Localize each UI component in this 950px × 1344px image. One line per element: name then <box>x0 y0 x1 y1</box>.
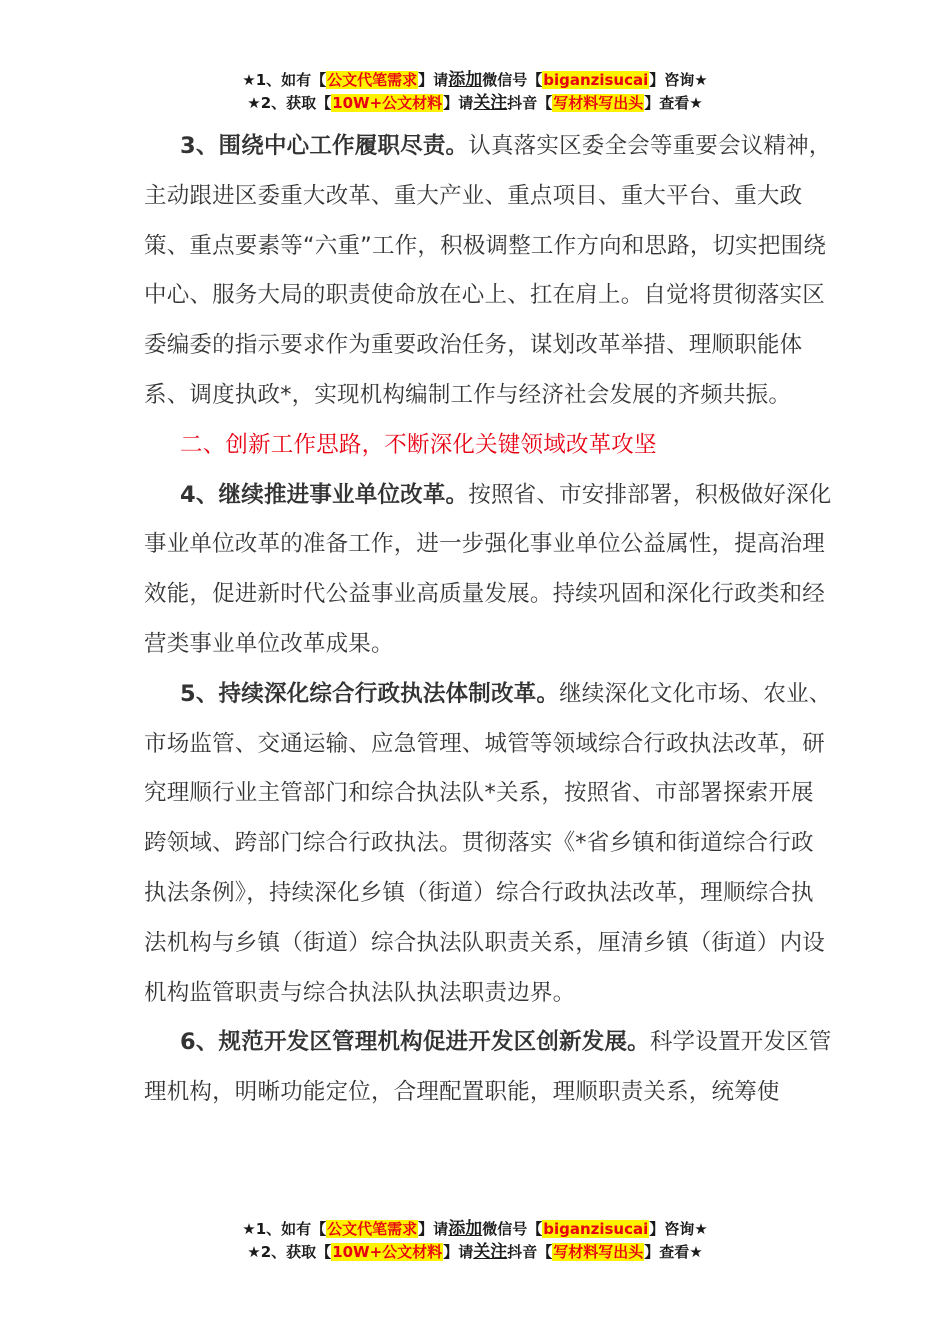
paragraph-text: 认真落实区委全会等重要会议精神，主动跟进区委重大改革、重大产业、重点项目、重大平台、重大政策、重点要素等“六重”工作，积极调整工作方向和思路，切实把围绕中心、服务大局的职责使命放在心上、扛在肩上。自觉将贯彻落实区委编委的指示要求作为重要政治任务，谋划改革举措、理顺职能体系、调度执政*，实现机构编制工作与经济社会发展的齐频共振。 <box>144 133 832 408</box>
banner-text: 】咨询★ <box>649 71 708 89</box>
banner-underlined: 添加 <box>448 70 483 90</box>
banner-text: 】请 <box>418 71 449 89</box>
banner-line-2 <box>0 1241 950 1264</box>
banner-line-1 <box>0 69 950 92</box>
banner-underlined: 关注 <box>473 1242 508 1262</box>
banner-underlined: 添加 <box>448 1219 483 1239</box>
banner-line-1 <box>0 1218 950 1241</box>
banner-text: 抖音【 <box>507 1243 553 1261</box>
banner-text: 】请 <box>443 94 474 112</box>
banner-text: 】请 <box>418 1220 449 1238</box>
paragraph-3 <box>144 122 834 421</box>
banner-text: ★1、如有【 <box>242 1220 327 1238</box>
banner-highlight: 公文代笔需求 <box>327 1220 418 1238</box>
paragraph-4 <box>144 471 834 670</box>
paragraph-lead: 3、围绕中心工作履职尽责。 <box>180 133 469 159</box>
banner-text: 微信号【 <box>482 1220 543 1238</box>
banner-text: 】查看★ <box>644 1243 703 1261</box>
banner-text: ★2、获取【 <box>247 94 332 112</box>
section-heading: 二、创新工作思路，不断深化关键领域改革攻坚 <box>180 431 657 458</box>
banner-text: 抖音【 <box>507 94 553 112</box>
banner-text: 微信号【 <box>482 71 543 89</box>
wechat-id-highlight: biganzisucai <box>543 1220 649 1238</box>
header-banner <box>0 69 950 115</box>
banner-text: 】请 <box>443 1243 474 1261</box>
banner-text: ★2、获取【 <box>247 1243 332 1261</box>
banner-highlight: 10W+公文材料 <box>332 94 443 112</box>
banner-highlight: 公文代笔需求 <box>327 71 418 89</box>
banner-text: ★1、如有【 <box>242 71 327 89</box>
banner-text: 】咨询★ <box>649 1220 708 1238</box>
banner-highlight: 10W+公文材料 <box>332 1243 443 1261</box>
wechat-id-highlight: biganzisucai <box>543 71 649 89</box>
paragraph-lead: 6、规范开发区管理机构促进开发区创新发展。 <box>180 1029 650 1056</box>
banner-text: 】查看★ <box>644 94 703 112</box>
document-body <box>144 122 834 1118</box>
paragraph-text: 继续深化文化市场、农业、市场监管、交通运输、应急管理、城管等领域综合行政执法改革，研究理顺行业主管部门和综合执法队*关系，按照省、市部署探索开展跨领域、跨部门综合行政执法。贯彻落实《*省乡镇和街道综合行政执法条例》，持续深化乡镇（街道）综合行政执法改革，理顺综合执法机构与乡镇（街道）综合执法队职责关系，厘清乡镇（街道）内设机构监管职责与综合执法队执法职责边界。 <box>144 680 832 1006</box>
paragraph-text: 科学设置开发区管理机构，明晰功能定位，合理配置职能，理顺职责关系，统筹使 <box>144 1029 832 1106</box>
paragraph-lead: 4、继续推进事业单位改革。 <box>180 481 469 508</box>
paragraph-text: 按照省、市安排部署，积极做好深化事业单位改革的准备工作，进一步强化事业单位公益属性，提高治理效能，促进新时代公益事业高质量发展。持续巩固和深化行政类和经营类事业单位改革成果。 <box>144 481 832 657</box>
douyin-id-highlight: 写材料写出头 <box>553 94 644 112</box>
paragraph-6 <box>144 1018 834 1118</box>
paragraph-5 <box>144 670 834 1019</box>
banner-line-2 <box>0 92 950 115</box>
paragraph-lead: 5、持续深化综合行政执法体制改革。 <box>180 680 560 707</box>
banner-underlined: 关注 <box>473 93 508 113</box>
douyin-id-highlight: 写材料写出头 <box>553 1243 644 1261</box>
footer-banner <box>0 1218 950 1264</box>
